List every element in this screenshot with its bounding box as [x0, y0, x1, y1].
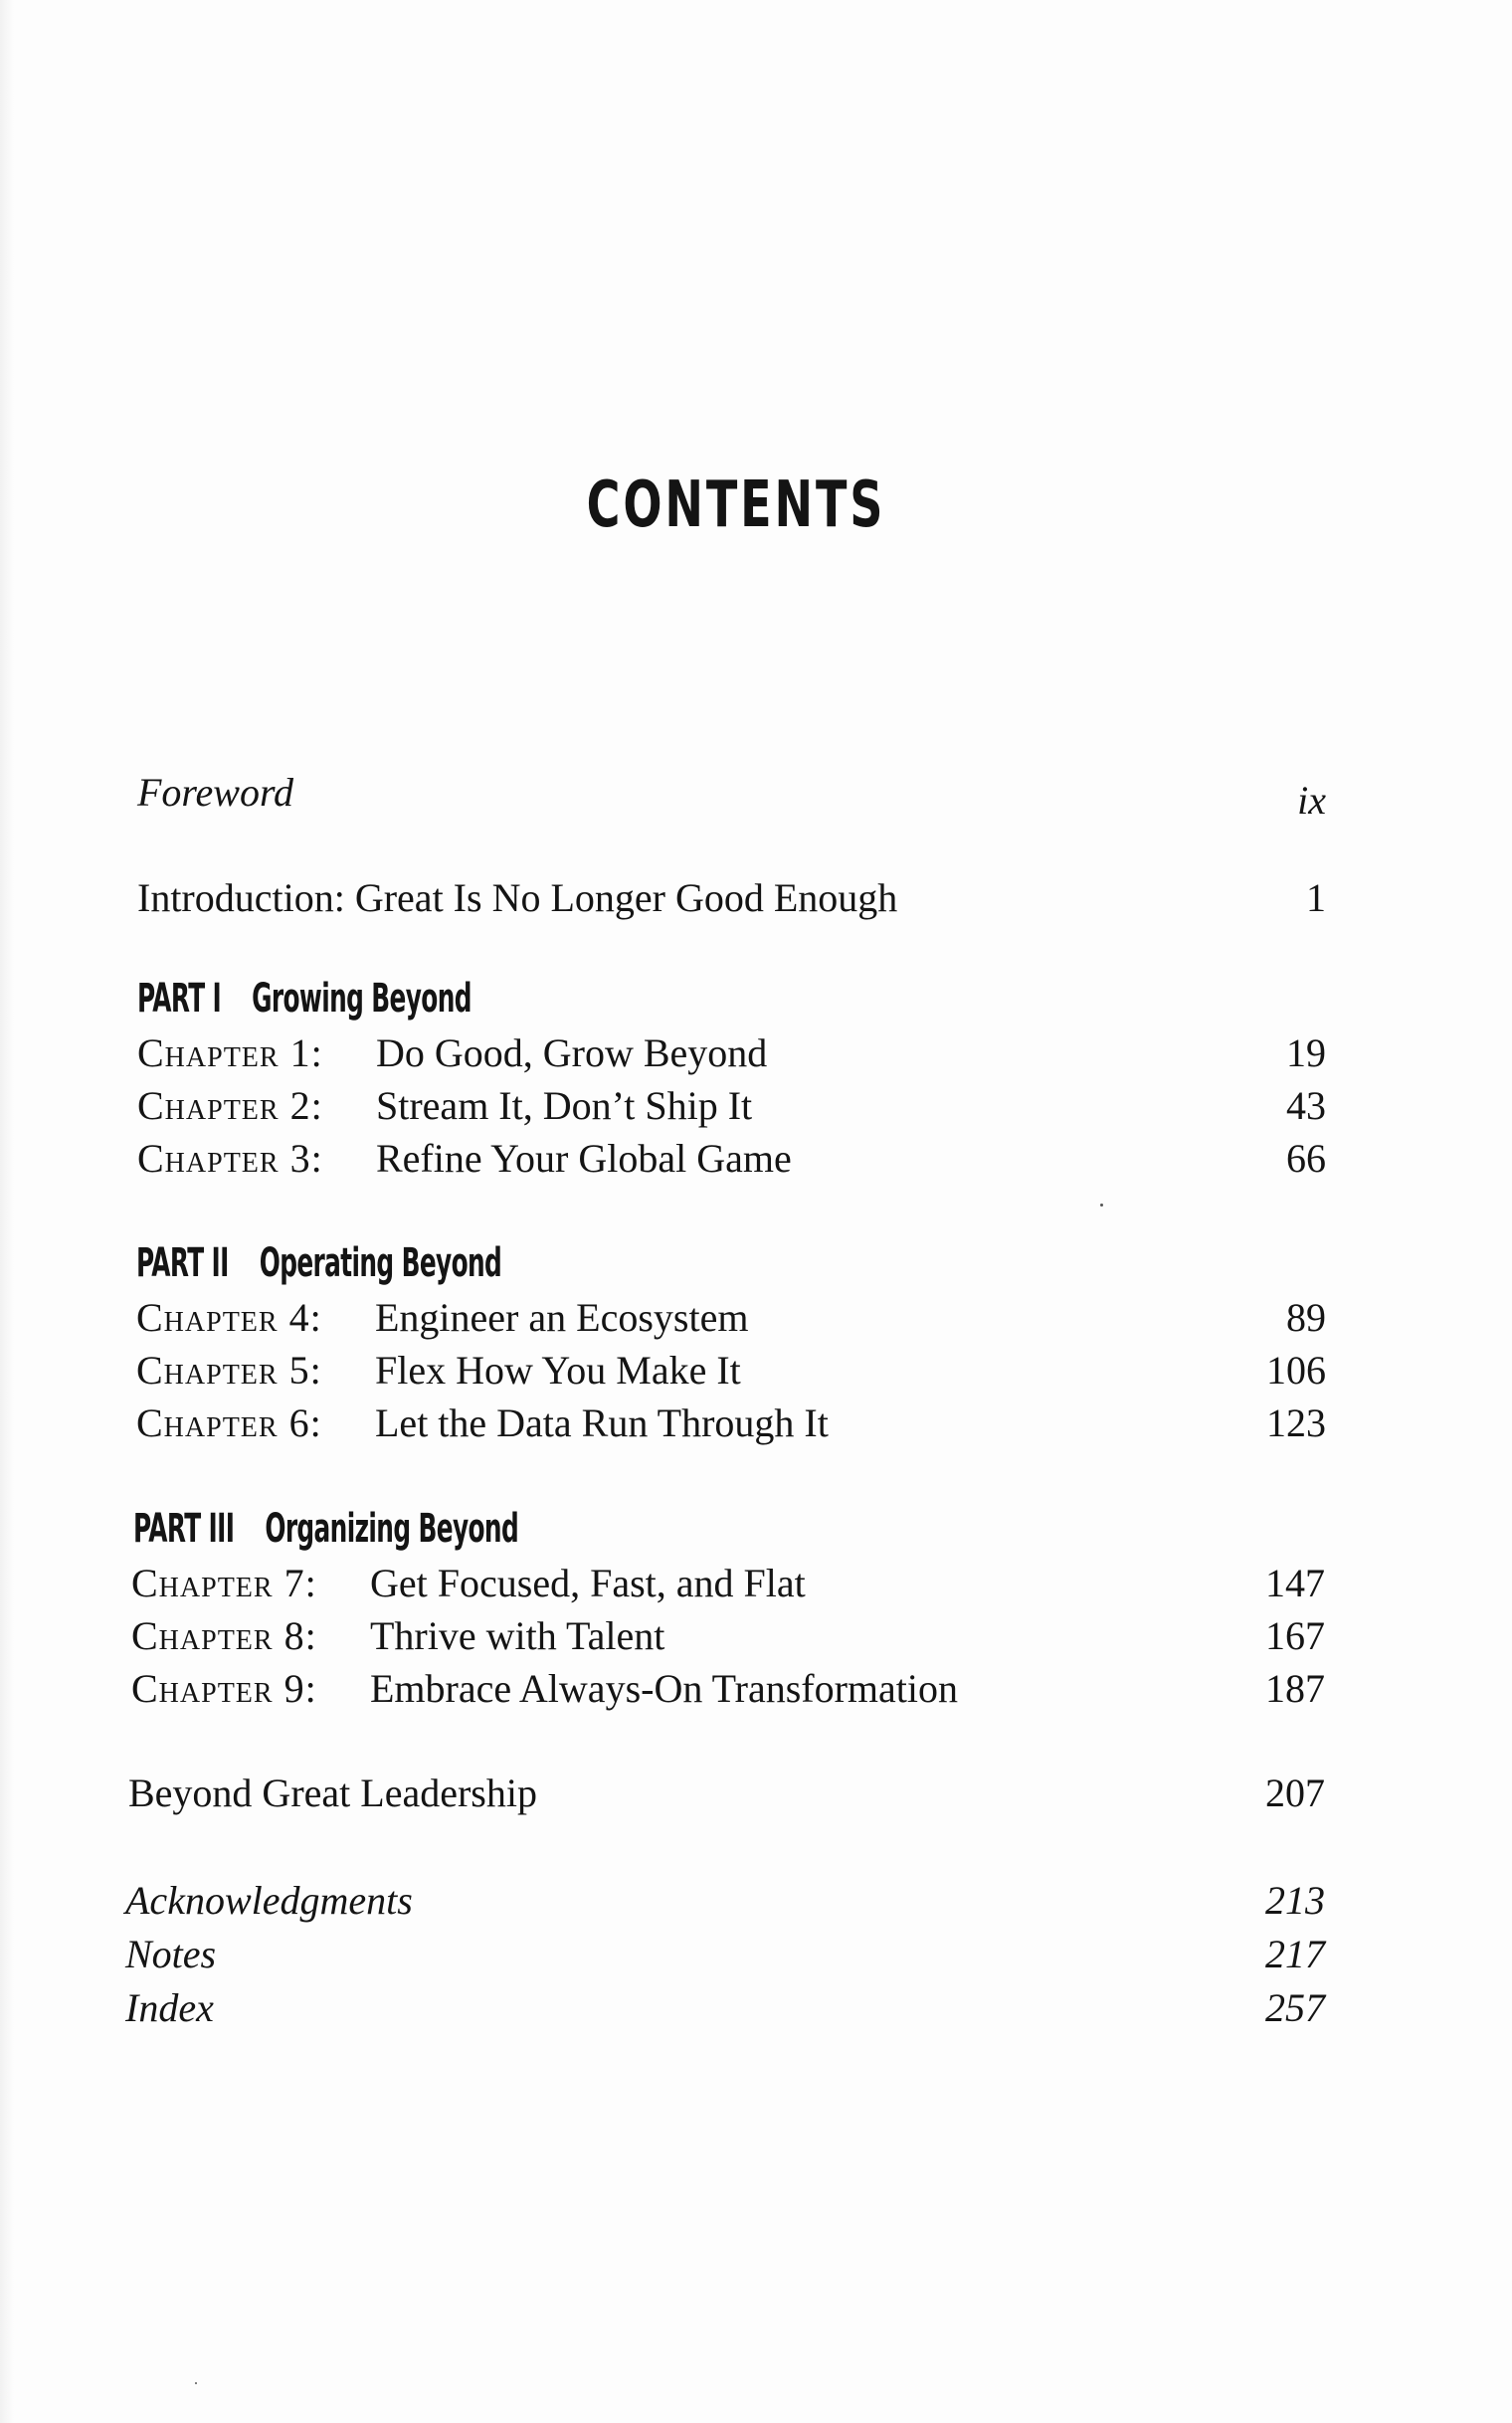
toc-entry-acknowledgments — [125, 1876, 1325, 1926]
chapter-title: Refine Your Global Game — [376, 1136, 792, 1181]
chapter-page: 187 — [1265, 1666, 1325, 1711]
chapter-page: 123 — [1266, 1400, 1326, 1445]
chapter-title: Thrive with Talent — [370, 1613, 665, 1658]
part-number: PART III — [133, 1506, 235, 1552]
toc-entry-label: Notes — [125, 1932, 217, 1976]
page-edge-shadow — [0, 0, 14, 2423]
chapter-title: Embrace Always-On Transformation — [370, 1666, 959, 1711]
chapter-label: Chapter 5: — [136, 1348, 322, 1393]
chapter-label: Chapter 6: — [136, 1400, 322, 1445]
chapter-label: Chapter 4: — [136, 1295, 322, 1340]
page-title: CONTENTS — [586, 468, 886, 542]
chapter-label: Chapter 3: — [137, 1136, 323, 1181]
toc-entry-chapter — [137, 1028, 1326, 1078]
chapter-title: Stream It, Don’t Ship It — [376, 1083, 753, 1128]
toc-entry-leadership — [128, 1769, 1325, 1818]
chapter-label: Chapter 1: — [137, 1030, 323, 1075]
toc-entry-introduction — [137, 873, 1326, 923]
toc-entry-chapter — [137, 1134, 1326, 1184]
toc-entry-foreword — [137, 768, 1326, 823]
toc-entry-notes — [125, 1930, 1325, 1979]
chapter-title: Flex How You Make It — [375, 1348, 741, 1393]
chapter-label: Chapter 8: — [131, 1613, 317, 1658]
toc-entry-label: Foreword — [137, 770, 294, 815]
chapter-page: 147 — [1265, 1561, 1325, 1605]
chapter-label: Chapter 9: — [131, 1666, 317, 1711]
toc-entry-chapter — [131, 1559, 1325, 1608]
chapter-page: 43 — [1286, 1083, 1326, 1128]
part-number: PART I — [137, 976, 222, 1022]
part-heading — [136, 1237, 501, 1289]
toc-entry-page: 217 — [1265, 1932, 1325, 1976]
chapter-label: Chapter 7: — [131, 1561, 317, 1605]
part-heading — [137, 973, 472, 1025]
chapter-page: 106 — [1266, 1348, 1326, 1393]
toc-entry-page: 213 — [1265, 1878, 1325, 1923]
chapter-title: Do Good, Grow Beyond — [376, 1030, 768, 1075]
part-name: Operating Beyond — [259, 1240, 502, 1286]
toc-entry-chapter — [136, 1398, 1326, 1448]
scan-speck — [195, 2382, 197, 2384]
toc-entry-chapter — [136, 1346, 1326, 1396]
toc-entry-page: 257 — [1265, 1985, 1325, 2030]
toc-entry-label: Beyond Great Leadership — [128, 1771, 537, 1815]
chapter-title: Let the Data Run Through It — [375, 1400, 829, 1445]
part-name: Organizing Beyond — [265, 1506, 519, 1552]
toc-entry-label: Index — [125, 1985, 214, 2030]
chapter-title: Get Focused, Fast, and Flat — [370, 1561, 806, 1605]
chapter-page: 89 — [1286, 1295, 1326, 1340]
chapter-page: 66 — [1286, 1136, 1326, 1181]
toc-entry-chapter — [131, 1611, 1325, 1661]
toc-entry-page: 1 — [1306, 875, 1326, 920]
toc-entry-page: ix — [1297, 778, 1326, 823]
toc-entry-chapter — [137, 1081, 1326, 1131]
scan-speck — [1100, 1204, 1103, 1207]
toc-entry-chapter — [131, 1664, 1325, 1714]
chapter-page: 19 — [1286, 1030, 1326, 1075]
part-heading — [133, 1503, 518, 1555]
toc-entry-label: Introduction: Great Is No Longer Good Enough — [137, 875, 898, 920]
chapter-title: Engineer an Ecosystem — [375, 1295, 749, 1340]
toc-entry-chapter — [136, 1293, 1326, 1343]
chapter-label: Chapter 2: — [137, 1083, 323, 1128]
toc-entry-page: 207 — [1265, 1771, 1325, 1815]
chapter-page: 167 — [1265, 1613, 1325, 1658]
part-number: PART II — [136, 1240, 229, 1286]
part-name: Growing Beyond — [252, 976, 472, 1022]
toc-entry-label: Acknowledgments — [125, 1878, 413, 1923]
toc-entry-index — [125, 1983, 1325, 2033]
